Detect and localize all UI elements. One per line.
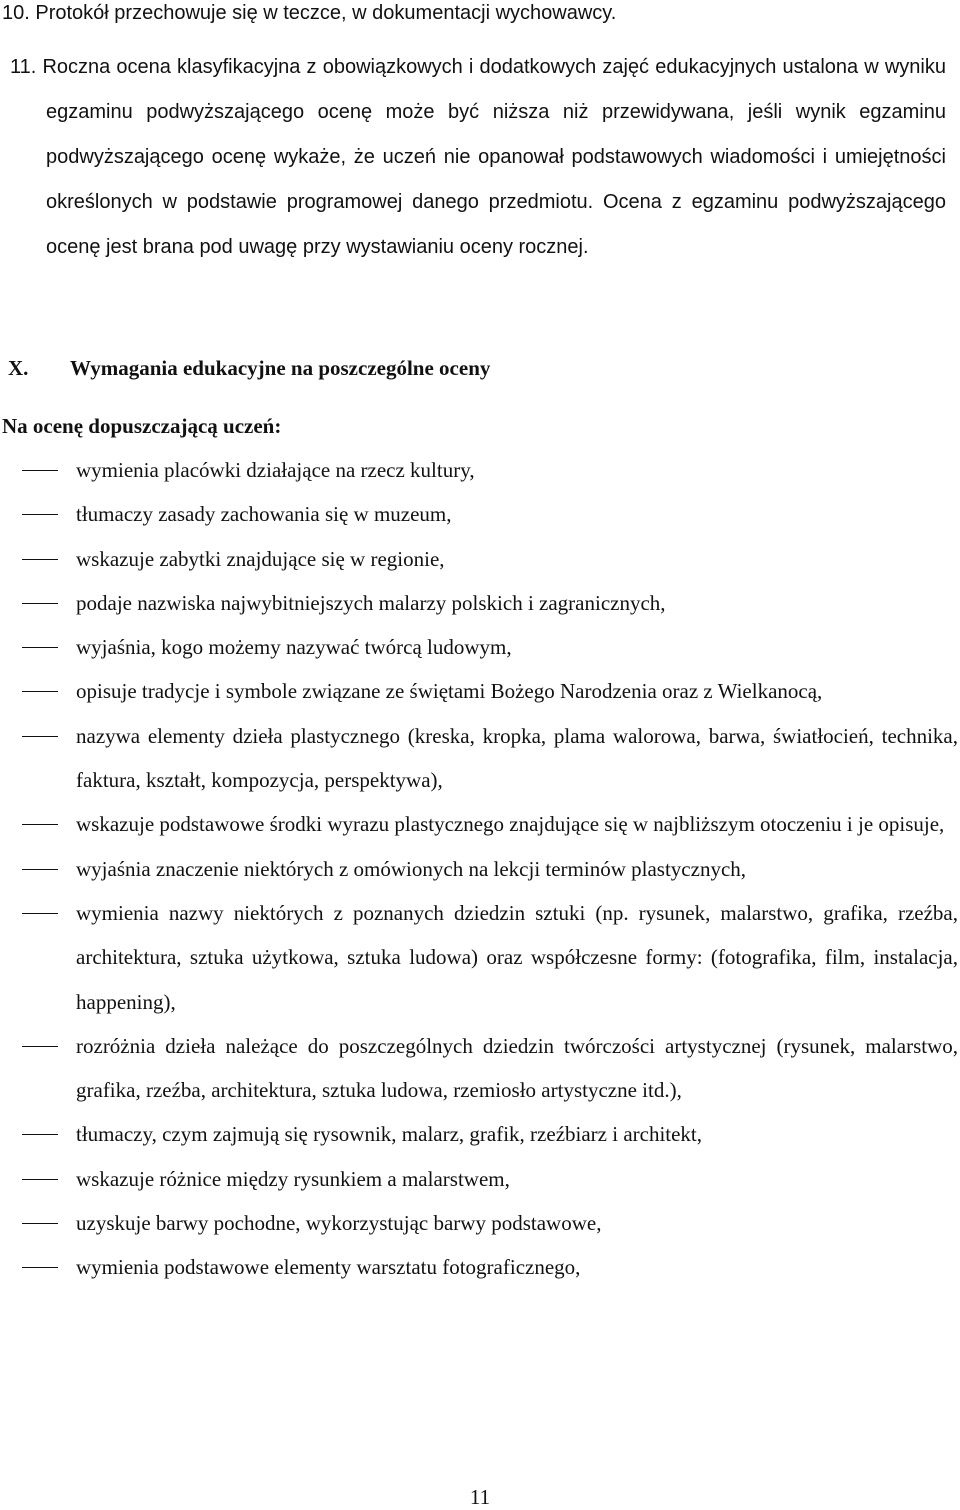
list-item [0, 1245, 958, 1289]
list-item [0, 891, 958, 1024]
paragraph-11: 11. Roczna ocena klasyfikacyjna z obowiązkowych i dodatkowych zajęć edukacyjnych ustalona w wyniku egzaminu podwyższającego ocenę może być niższa niż przewidywana, jeśli wynik egzaminu podwyższającego ocenę wykaże, że uczeń nie opanował podstawowych wiadomości i umiejętności określonych w podstawie programowej danego przedmiotu. Ocena z egzaminu podwyższającego ocenę jest brana pod uwagę przy wystawianiu oceny rocznej. [10, 56, 946, 258]
list-item [0, 714, 958, 803]
list-item-text: wskazuje różnice między rysunkiem a malarstwem, [76, 1166, 510, 1191]
section-title: Wymagania edukacyjne na poszczególne oceny [70, 356, 491, 380]
dash-bullet [22, 736, 58, 737]
dash-bullet [22, 1134, 58, 1135]
list-item [0, 1024, 958, 1113]
page-number: 11 [469, 1485, 491, 1509]
list-item [0, 669, 958, 713]
dash-bullet [22, 1179, 58, 1180]
list-item-text: uzyskuje barwy pochodne, wykorzystując barwy podstawowe, [76, 1211, 602, 1236]
list-item-text: wskazuje podstawowe środki wyrazu plastycznego znajdujące się w najbliższym otoczeniu i je opisuje, [76, 812, 945, 837]
list-item-text: podaje nazwiska najwybitniejszych malarzy polskich i zagranicznych, [76, 590, 666, 615]
list-item-text: rozróżnia dzieła należące do poszczególnych dziedzin twórczości artystycznej (rysunek, malarstwo, grafika, rzeźba, architektura, sztuka ludowa, rzemiosło artystyczne itd.), [76, 1033, 958, 1103]
section-heading [8, 352, 908, 384]
dash-bullet [22, 691, 58, 692]
list-item-text: tłumaczy, czym zajmują się rysownik, malarz, grafik, rzeźbiarz i architekt, [76, 1122, 703, 1147]
list-item [0, 1112, 958, 1156]
list-item-text: nazywa elementy dzieła plastycznego (kreska, kropka, plama walorowa, barwa, światłocień, technika, faktura, kształt, kompozycja, perspektywa), [76, 723, 958, 793]
list-item-text: tłumaczy zasady zachowania się w muzeum, [76, 502, 452, 527]
list-item-text: wymienia nazwy niektórych z poznanych dziedzin sztuki (np. rysunek, malarstwo, grafika, rzeźba, architektura, sztuka użytkowa, sztuka ludowa) oraz współczesne formy: (fotografika, film, instalacja, happening), [76, 900, 958, 1014]
dash-bullet [22, 869, 58, 870]
dash-bullet [22, 470, 58, 471]
list-item [0, 1157, 958, 1201]
list-item-text: wymienia podstawowe elementy warsztatu fotograficznego, [76, 1255, 581, 1280]
list-item-text: opisuje tradycje i symbole związane ze świętami Bożego Narodzenia oraz z Wielkanocą, [76, 679, 823, 704]
list-item-text: wyjaśnia znaczenie niektórych z omówionych na lekcji terminów plastycznych, [76, 856, 747, 881]
list-item [0, 581, 958, 625]
dash-bullet [22, 913, 58, 914]
list-item-text: wyjaśnia, kogo możemy nazywać twórcą ludowym, [76, 635, 512, 660]
requirements-list [0, 448, 960, 1290]
section-number: X. [8, 356, 29, 380]
dash-bullet [22, 1267, 58, 1268]
dash-bullet [22, 1223, 58, 1224]
list-item [0, 448, 958, 492]
list-item [0, 1201, 958, 1245]
dash-bullet [22, 514, 58, 515]
dash-bullet [22, 559, 58, 560]
dash-bullet [22, 603, 58, 604]
list-item-text: wymienia placówki działające na rzecz kultury, [76, 458, 475, 482]
grade-subheading: Na ocenę dopuszczającą uczeń: [2, 414, 282, 438]
list-item [0, 847, 958, 891]
dash-bullet [22, 1046, 58, 1047]
dash-bullet [22, 647, 58, 648]
list-item [0, 802, 958, 846]
list-item [0, 492, 958, 536]
list-item [0, 625, 958, 669]
list-item-text: wskazuje zabytki znajdujące się w regionie, [76, 546, 445, 571]
dash-bullet [22, 824, 58, 825]
paragraph-10: 10. Protokół przechowuje się w teczce, w dokumentacji wychowawcy. [2, 2, 617, 24]
list-item [0, 537, 958, 581]
